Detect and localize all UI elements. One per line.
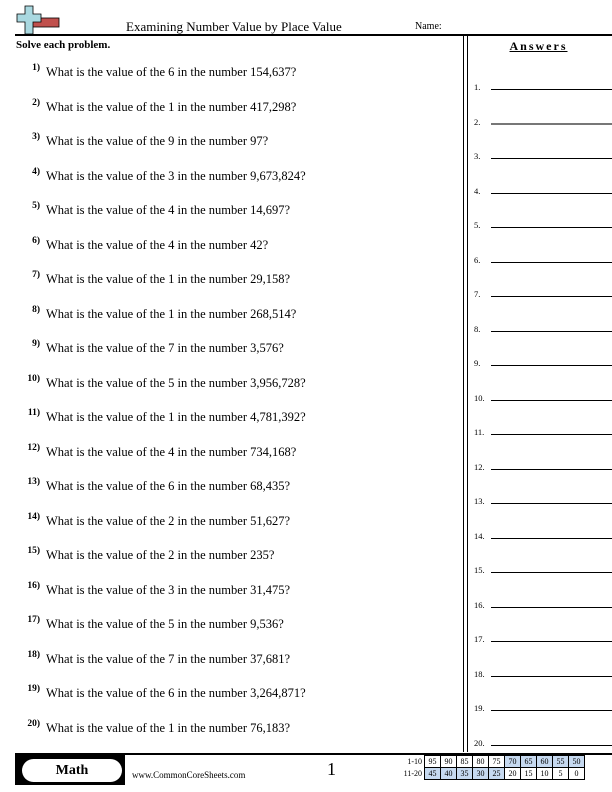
problem-text: What is the value of the 9 in the number 97?	[46, 134, 269, 148]
problem-number: 5)	[32, 201, 40, 211]
problem-text: What is the value of the 3 in the number 9,673,824?	[46, 168, 306, 183]
problem-item	[0, 132, 460, 152]
problem-item	[0, 719, 460, 739]
plus-minus-logo-icon	[14, 5, 60, 35]
answer-blank[interactable]	[474, 665, 612, 679]
score-cell: 85	[457, 756, 473, 768]
answer-line[interactable]	[491, 434, 612, 435]
problem-text: What is the value of the 1 in the number 29,158?	[46, 272, 291, 286]
score-cell: 0	[569, 768, 585, 780]
problem-text: What is the value of the 6 in the number 68,435?	[46, 479, 291, 493]
answer-number: 8.	[474, 323, 481, 334]
answer-number: 16.	[474, 599, 485, 610]
answer-number: 20.	[474, 737, 485, 748]
column-divider	[463, 36, 468, 752]
problem-number: 3)	[32, 132, 40, 142]
answer-blank[interactable]	[474, 320, 612, 334]
score-cell: 45	[425, 768, 441, 780]
score-cell: 70	[505, 756, 521, 768]
answer-number: 6.	[474, 254, 481, 265]
problem-number: 14)	[27, 511, 40, 522]
score-cell: 30	[473, 768, 489, 780]
answer-blank[interactable]	[474, 78, 612, 92]
answer-line[interactable]	[491, 193, 612, 194]
answer-line[interactable]	[491, 710, 612, 711]
problem-text: What is the value of the 1 in the number 4,781,392?	[46, 410, 306, 424]
problem-item	[0, 201, 460, 221]
name-label: Name:	[415, 21, 442, 32]
answer-blank[interactable]	[474, 458, 612, 472]
problem-item	[0, 305, 460, 325]
answer-blank[interactable]	[474, 182, 612, 196]
problem-number: 18)	[27, 649, 40, 660]
answer-number: 10.	[474, 392, 485, 403]
score-row-label: 11-20	[403, 768, 422, 778]
answer-blank[interactable]	[474, 699, 612, 713]
answer-number: 13.	[474, 496, 485, 506]
answer-number: 1.	[474, 82, 481, 92]
problem-item	[0, 650, 460, 670]
score-row-label: 1-10	[407, 756, 422, 766]
problem-text: What is the value of the 7 in the number 37,681?	[46, 651, 291, 666]
answer-blank[interactable]	[474, 630, 612, 644]
answer-blank[interactable]	[474, 596, 612, 610]
answer-number: 4.	[474, 185, 481, 196]
problem-number: 2)	[32, 97, 40, 108]
problem-number: 15)	[27, 546, 40, 556]
problem-number: 19)	[27, 684, 40, 694]
answer-blank[interactable]	[474, 147, 612, 161]
problem-number: 9)	[32, 339, 40, 349]
answer-blank[interactable]	[474, 527, 612, 541]
problem-item	[0, 581, 460, 601]
problem-item	[0, 684, 460, 704]
answer-line[interactable]	[491, 296, 612, 297]
problem-text: What is the value of the 6 in the number 154,637?	[46, 65, 297, 79]
problem-number: 13)	[27, 477, 40, 487]
answer-blank[interactable]	[474, 734, 612, 748]
problem-text: What is the value of the 6 in the number 3,264,871?	[46, 686, 306, 700]
problem-item	[0, 339, 460, 359]
problem-item	[0, 443, 460, 463]
answer-line[interactable]	[491, 607, 612, 608]
answer-blank[interactable]	[474, 251, 612, 265]
score-cell: 65	[521, 756, 537, 768]
problem-number: 8)	[32, 304, 40, 315]
score-row	[396, 756, 585, 768]
instructions: Solve each problem.	[16, 39, 111, 51]
answer-blank[interactable]	[474, 423, 612, 437]
score-cell: 95	[425, 756, 441, 768]
score-cell: 10	[537, 768, 553, 780]
score-cell: 60	[537, 756, 553, 768]
answer-line[interactable]	[491, 400, 612, 401]
answer-number: 18.	[474, 668, 485, 679]
page-number: 1	[327, 759, 336, 779]
problem-text: What is the value of the 1 in the number 268,514?	[46, 306, 297, 321]
answer-line[interactable]	[491, 641, 612, 642]
answer-number: 12.	[474, 461, 485, 472]
answer-line[interactable]	[491, 503, 612, 504]
score-cell: 35	[457, 768, 473, 780]
problem-text: What is the value of the 1 in the number 417,298?	[46, 99, 297, 114]
score-row	[396, 768, 585, 780]
answer-number: 3.	[474, 151, 481, 161]
answer-line[interactable]	[491, 745, 612, 746]
problem-item	[0, 512, 460, 532]
answer-blank[interactable]	[474, 354, 612, 368]
score-cell: 50	[569, 756, 585, 768]
problem-text: What is the value of the 2 in the number 235?	[46, 548, 275, 562]
problem-number: 7)	[32, 270, 40, 280]
answer-blank[interactable]	[474, 389, 612, 403]
answer-blank[interactable]	[474, 216, 612, 230]
answer-number: 2.	[474, 116, 481, 127]
answer-number: 15.	[474, 565, 485, 575]
answer-line[interactable]	[491, 676, 612, 677]
answer-line[interactable]	[491, 331, 612, 332]
problem-item	[0, 408, 460, 428]
answer-line[interactable]	[491, 158, 612, 159]
problem-item	[0, 615, 460, 635]
answer-blank[interactable]	[474, 492, 612, 506]
problem-item	[0, 167, 460, 187]
worksheet-title: Examining Number Value by Place Value	[126, 19, 342, 34]
answer-number: 17.	[474, 634, 485, 644]
problem-number: 10)	[27, 373, 40, 384]
problem-number: 17)	[27, 615, 40, 625]
answer-number: 7.	[474, 289, 481, 299]
answer-blank[interactable]	[474, 561, 612, 575]
answers-title: Answers	[509, 39, 568, 53]
answer-line[interactable]	[491, 469, 612, 470]
problem-item	[0, 98, 460, 118]
score-cell: 80	[473, 756, 489, 768]
problem-number: 20)	[27, 718, 40, 729]
answer-line[interactable]	[491, 572, 612, 573]
answer-number: 19.	[474, 703, 485, 713]
problem-item	[0, 374, 460, 394]
score-cell: 90	[441, 756, 457, 768]
score-cell: 55	[553, 756, 569, 768]
problem-number: 4)	[32, 166, 40, 177]
answer-blank[interactable]	[474, 285, 612, 299]
problem-number: 12)	[27, 442, 40, 453]
problem-text: What is the value of the 4 in the number 734,168?	[46, 444, 297, 459]
answer-line[interactable]	[491, 123, 612, 125]
answer-line[interactable]	[491, 538, 612, 539]
problem-text: What is the value of the 7 in the number 3,576?	[46, 341, 284, 355]
answer-line[interactable]	[491, 89, 612, 90]
answer-number: 5.	[474, 220, 481, 230]
answer-line[interactable]	[491, 227, 612, 228]
problem-number: 6)	[32, 235, 40, 246]
score-cell: 40	[441, 768, 457, 780]
problem-number: 1)	[32, 63, 40, 73]
problem-item	[0, 270, 460, 290]
answer-number: 11.	[474, 427, 485, 437]
answer-blank[interactable]	[474, 113, 612, 127]
problem-text: What is the value of the 3 in the number 31,475?	[46, 582, 291, 597]
score-cell: 75	[489, 756, 505, 768]
score-cell: 25	[489, 768, 505, 780]
problem-text: What is the value of the 5 in the number 9,536?	[46, 617, 284, 631]
site-url: www.CommonCoreSheets.com	[132, 770, 246, 780]
score-table	[396, 755, 585, 780]
score-cell: 5	[553, 768, 569, 780]
problem-text: What is the value of the 4 in the number 42?	[46, 237, 269, 252]
problem-text: What is the value of the 1 in the number 76,183?	[46, 720, 291, 735]
answer-line[interactable]	[491, 365, 612, 366]
problem-number: 11)	[27, 408, 40, 418]
score-cell: 15	[521, 768, 537, 780]
subject-label: Math	[22, 759, 122, 782]
problem-number: 16)	[27, 580, 40, 591]
header-rule	[15, 34, 612, 36]
problem-text: What is the value of the 2 in the number 51,627?	[46, 513, 291, 528]
answer-line[interactable]	[491, 262, 612, 263]
problem-item	[0, 63, 460, 83]
problem-item	[0, 236, 460, 256]
problem-text: What is the value of the 4 in the number 14,697?	[46, 203, 291, 217]
answer-number: 14.	[474, 530, 485, 541]
problem-item	[0, 477, 460, 497]
problem-item	[0, 546, 460, 566]
score-cell: 20	[505, 768, 521, 780]
answer-number: 9.	[474, 358, 481, 368]
problem-text: What is the value of the 5 in the number 3,956,728?	[46, 375, 306, 390]
